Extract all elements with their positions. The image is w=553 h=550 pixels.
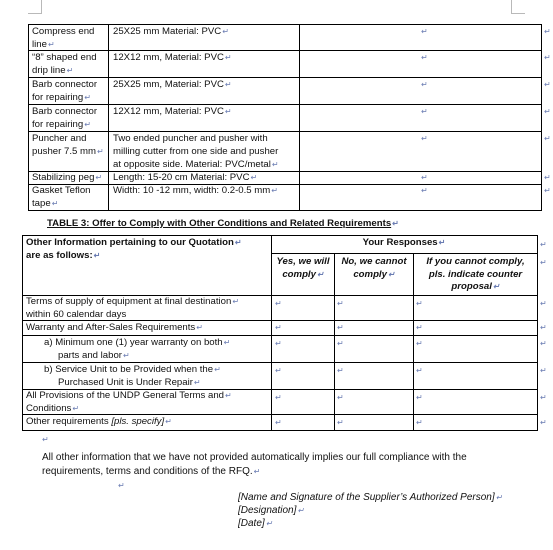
return-mark: ↵ — [165, 417, 172, 426]
return-mark: ↵ — [392, 219, 399, 228]
spec-item-text: Compress end — [32, 26, 95, 37]
return-mark: ↵ — [544, 107, 551, 116]
date-line: [Date] — [238, 518, 265, 530]
requirement-text: Purchased Unit is Under Repair — [58, 376, 193, 388]
return-mark: ↵ — [544, 27, 551, 36]
compliance-text: All other information that we have not provided automatically implies our full compliance with the — [42, 452, 467, 463]
spec-item-text: for repairing — [32, 91, 84, 103]
return-mark: ↵ — [421, 134, 428, 143]
spec-detail-text: 25X25 mm, Material: PVC — [113, 79, 224, 90]
return-mark: ↵ — [297, 506, 305, 516]
return-mark: ↵ — [271, 159, 279, 169]
requirement-text: Terms of supply of equipment at final destination — [26, 296, 232, 307]
return-mark: ↵ — [93, 250, 101, 260]
return-mark: ↵ — [316, 269, 324, 279]
return-mark: ↵ — [544, 80, 551, 89]
spec-item-text: “8” shaped end — [32, 52, 97, 63]
return-mark: ↵ — [492, 282, 500, 292]
return-mark: ↵ — [222, 27, 229, 36]
spec-detail-text: milling cutter from one side and pusher — [113, 145, 279, 157]
response-cell[interactable]: ↵ — [275, 418, 282, 427]
response-cell[interactable]: ↵ — [416, 339, 423, 348]
header-your-responses — [271, 237, 537, 250]
return-mark: ↵ — [540, 323, 547, 332]
response-cell[interactable]: ↵ — [416, 323, 423, 332]
col-divider — [537, 235, 538, 431]
return-mark: ↵ — [544, 53, 551, 62]
table3-requirement-cell — [26, 416, 172, 429]
spec-item-text: for repairing — [32, 118, 84, 130]
return-mark: ↵ — [225, 391, 232, 400]
response-cell[interactable]: ↵ — [337, 323, 344, 332]
table3-requirement-cell — [26, 390, 232, 416]
return-mark: ↵ — [51, 198, 59, 208]
return-mark: ↵ — [232, 297, 240, 306]
requirement-text: Other requirements — [26, 416, 112, 427]
row-divider — [22, 335, 538, 336]
return-mark: ↵ — [421, 186, 428, 195]
requirement-text: [pls. specify] — [111, 416, 165, 427]
return-mark: ↵ — [118, 481, 125, 490]
return-mark: ↵ — [540, 258, 547, 267]
table3-requirement-cell — [26, 322, 203, 335]
return-mark: ↵ — [421, 107, 428, 116]
requirement-text: All Provisions of the UNDP General Terms and — [26, 390, 225, 401]
header-counter-text: If you cannot comply, — [426, 256, 525, 267]
spec-detail-text: Length: 15-20 cm Material: PVC — [113, 172, 250, 183]
return-mark: ↵ — [250, 173, 258, 182]
return-mark: ↵ — [224, 53, 232, 62]
header-counter-text: proposal — [451, 281, 492, 293]
response-cell[interactable]: ↵ — [416, 299, 423, 308]
table3-header-left — [26, 237, 242, 263]
requirement-text: Warranty and After-Sales Requirements — [26, 322, 196, 333]
return-mark: ↵ — [495, 493, 503, 502]
return-mark: ↵ — [271, 186, 278, 195]
table3-requirement-cell — [44, 337, 230, 363]
table3-caption-text: TABLE 3: Offer to Comply with Other Conditions and Related Requirements — [47, 218, 392, 229]
return-mark: ↵ — [224, 107, 232, 116]
return-mark: ↵ — [193, 377, 201, 387]
signature-block — [238, 491, 502, 531]
response-cell[interactable]: ↵ — [416, 418, 423, 427]
response-cell[interactable]: ↵ — [275, 339, 282, 348]
return-mark: ↵ — [42, 435, 49, 444]
response-cell[interactable]: ↵ — [416, 393, 423, 402]
response-cell[interactable]: ↵ — [337, 299, 344, 308]
return-mark: ↵ — [95, 173, 103, 182]
return-mark: ↵ — [540, 418, 547, 427]
spec-detail-text: at opposite side. Material: PVC/metal — [113, 158, 271, 170]
spec-item-text: Stabilizing peg — [32, 172, 95, 183]
return-mark: ↵ — [540, 299, 547, 308]
return-mark: ↵ — [265, 519, 273, 529]
return-mark: ↵ — [253, 466, 261, 476]
response-cell[interactable]: ↵ — [275, 393, 282, 402]
return-mark: ↵ — [540, 240, 547, 249]
requirement-text: parts and labor — [58, 349, 122, 361]
spec-detail-text: 12X12 mm, Material: PVC — [113, 106, 224, 117]
return-mark: ↵ — [224, 80, 232, 89]
return-mark: ↵ — [196, 323, 203, 332]
return-mark: ↵ — [223, 338, 231, 347]
return-mark: ↵ — [544, 186, 551, 195]
responses-divider — [271, 253, 538, 254]
return-mark: ↵ — [234, 238, 242, 247]
compliance-text: requirements, terms and conditions of the RFQ. — [42, 465, 253, 477]
table3-top-border — [22, 235, 538, 236]
spec-item-text: drip line — [32, 64, 66, 76]
designation-line: [Designation] — [238, 505, 297, 517]
table3-requirement-cell — [44, 364, 221, 390]
return-mark: ↵ — [84, 119, 91, 129]
header-left-text: are as follows: — [26, 249, 93, 261]
compliance-statement — [42, 451, 467, 478]
requirement-text: Conditions — [26, 402, 72, 414]
return-mark: ↵ — [84, 92, 91, 102]
header-yes-text: Yes, we will — [276, 256, 330, 267]
return-mark: ↵ — [540, 339, 547, 348]
return-mark: ↵ — [421, 27, 428, 36]
spec-item-text: line — [32, 38, 47, 50]
response-cell[interactable]: ↵ — [275, 299, 282, 308]
header-responses-text: Your Responses — [362, 237, 438, 248]
spec-item-text: Puncher and — [32, 133, 87, 144]
spec-detail-text: 25X25 mm Material: PVC — [113, 26, 222, 37]
return-mark: ↵ — [97, 146, 104, 156]
return-mark: ↵ — [544, 173, 551, 182]
spec-item-text: tape — [32, 197, 51, 209]
return-mark: ↵ — [66, 65, 74, 75]
header-yes-comply — [272, 256, 334, 281]
header-counter-proposal — [414, 256, 537, 294]
return-mark: ↵ — [72, 403, 80, 413]
spec-detail-text: Width: 10 -12 mm, width: 0.2-0.5 mm — [113, 185, 271, 196]
return-mark: ↵ — [544, 134, 551, 143]
response-cell[interactable]: ↵ — [275, 366, 282, 375]
header-counter-text: pls. indicate counter — [428, 268, 523, 280]
header-left-text: Other Information pertaining to our Quotation — [26, 237, 234, 248]
response-cell[interactable]: ↵ — [337, 393, 344, 402]
response-cell[interactable]: ↵ — [337, 366, 344, 375]
response-cell[interactable]: ↵ — [416, 366, 423, 375]
spec-item-text: pusher 7.5 mm — [32, 145, 96, 157]
return-mark: ↵ — [214, 365, 221, 374]
table3-bottom-border — [22, 430, 538, 431]
return-mark: ↵ — [387, 269, 395, 279]
header-no-text: comply — [353, 268, 387, 280]
spec-item-text: Barb connector — [32, 79, 98, 90]
requirement-text: a) Minimum one (1) year warranty on both — [44, 337, 223, 348]
return-mark: ↵ — [421, 53, 428, 62]
return-mark: ↵ — [438, 238, 446, 247]
return-mark: ↵ — [421, 80, 428, 89]
spec-detail-text: Two ended puncher and pusher with — [113, 133, 268, 144]
requirement-text: b) Service Unit to be Provided when the — [44, 364, 214, 375]
spec-item-text: Barb connector — [32, 106, 98, 117]
col-divider — [22, 235, 23, 431]
return-mark: ↵ — [540, 366, 547, 375]
signature-line: [Name and Signature of the Supplier’s Authorized Person] — [238, 492, 495, 503]
response-cell[interactable]: ↵ — [275, 323, 282, 332]
response-cell[interactable]: ↵ — [337, 339, 344, 348]
header-no-comply — [335, 256, 413, 281]
spec-detail-text: 12X12 mm, Material: PVC — [113, 52, 224, 63]
return-mark: ↵ — [47, 39, 55, 49]
requirement-text: within 60 calendar days — [26, 308, 127, 320]
return-mark: ↵ — [540, 393, 547, 402]
table3-requirement-cell — [26, 296, 239, 322]
header-yes-text: comply — [282, 268, 316, 280]
return-mark: ↵ — [421, 173, 428, 182]
spec-item-text: Gasket Teflon — [32, 185, 91, 196]
return-mark: ↵ — [123, 350, 130, 360]
response-cell[interactable]: ↵ — [337, 418, 344, 427]
header-no-text: No, we cannot — [341, 256, 407, 267]
